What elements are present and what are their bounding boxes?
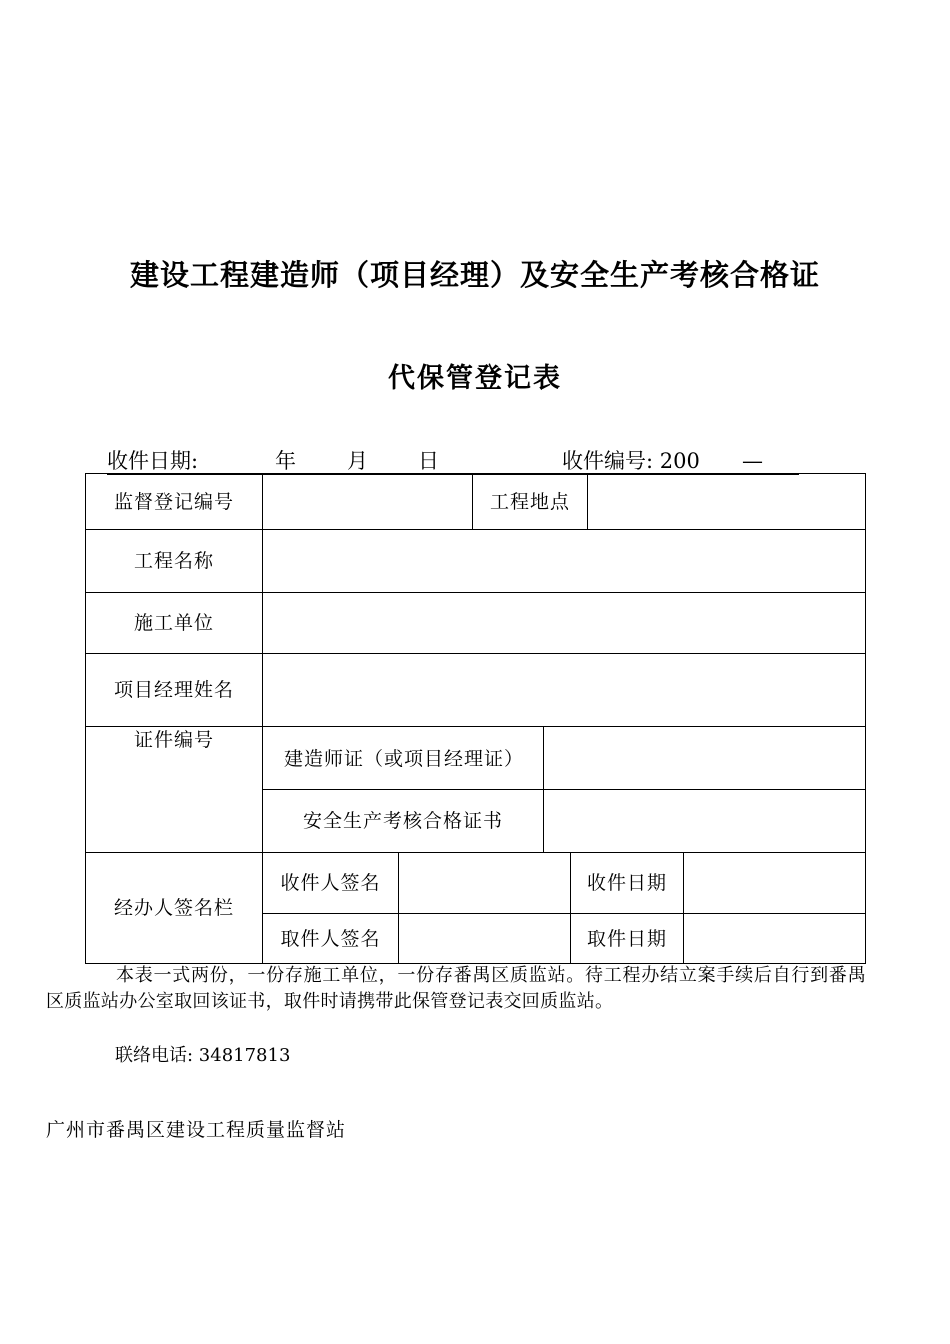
receipt-date-label: 收件日期:: [107, 449, 199, 473]
table-border-right: [865, 473, 866, 964]
column-divider: [543, 726, 544, 853]
issuing-organization: 广州市番禺区建设工程质量监督站: [46, 1119, 347, 1141]
receipt-number-label: 收件编号: 200: [562, 449, 700, 473]
pickup-date-label: 取件日期: [586, 927, 667, 950]
project-location-label: 工程地点: [489, 490, 570, 513]
builder-certificate-label: 建造师证（或项目经理证）: [283, 748, 524, 770]
receipt-number-dash: —: [742, 449, 763, 473]
document-subtitle: 代保管登记表: [388, 363, 562, 394]
project-name-label: 工程名称: [133, 550, 214, 572]
note-paragraph: 本表一式两份，一份存施工单位，一份存番禺区质监站。待工程办结立案手续后自行到番禺区质监站办公室取回该证书，取件时请携带此保管登记表交回质监站。: [46, 965, 866, 1012]
certificate-number-label: 证件编号: [133, 729, 214, 751]
receive-date-label: 收件日期: [586, 872, 667, 894]
receipt-day-label: 日: [418, 449, 439, 473]
receipt-year-label: 年: [275, 449, 296, 473]
document-title: 建设工程建造师（项目经理）及安全生产考核合格证: [129, 258, 820, 292]
column-divider: [683, 852, 684, 964]
supervision-number-label: 监督登记编号: [113, 490, 234, 513]
receipt-month-label: 月: [347, 449, 368, 473]
handler-signature-label: 经办人签名栏: [113, 897, 234, 919]
column-divider: [398, 852, 399, 964]
column-divider: [587, 473, 588, 530]
pickup-signature-label: 取件人签名: [280, 927, 381, 950]
receiver-signature-label: 收件人签名: [280, 872, 381, 894]
safety-certificate-label: 安全生产考核合格证书: [302, 810, 503, 832]
project-manager-name-label: 项目经理姓名: [113, 679, 234, 701]
contact-phone: 联络电话: 34817813: [115, 1045, 291, 1066]
construction-unit-label: 施工单位: [133, 612, 214, 634]
